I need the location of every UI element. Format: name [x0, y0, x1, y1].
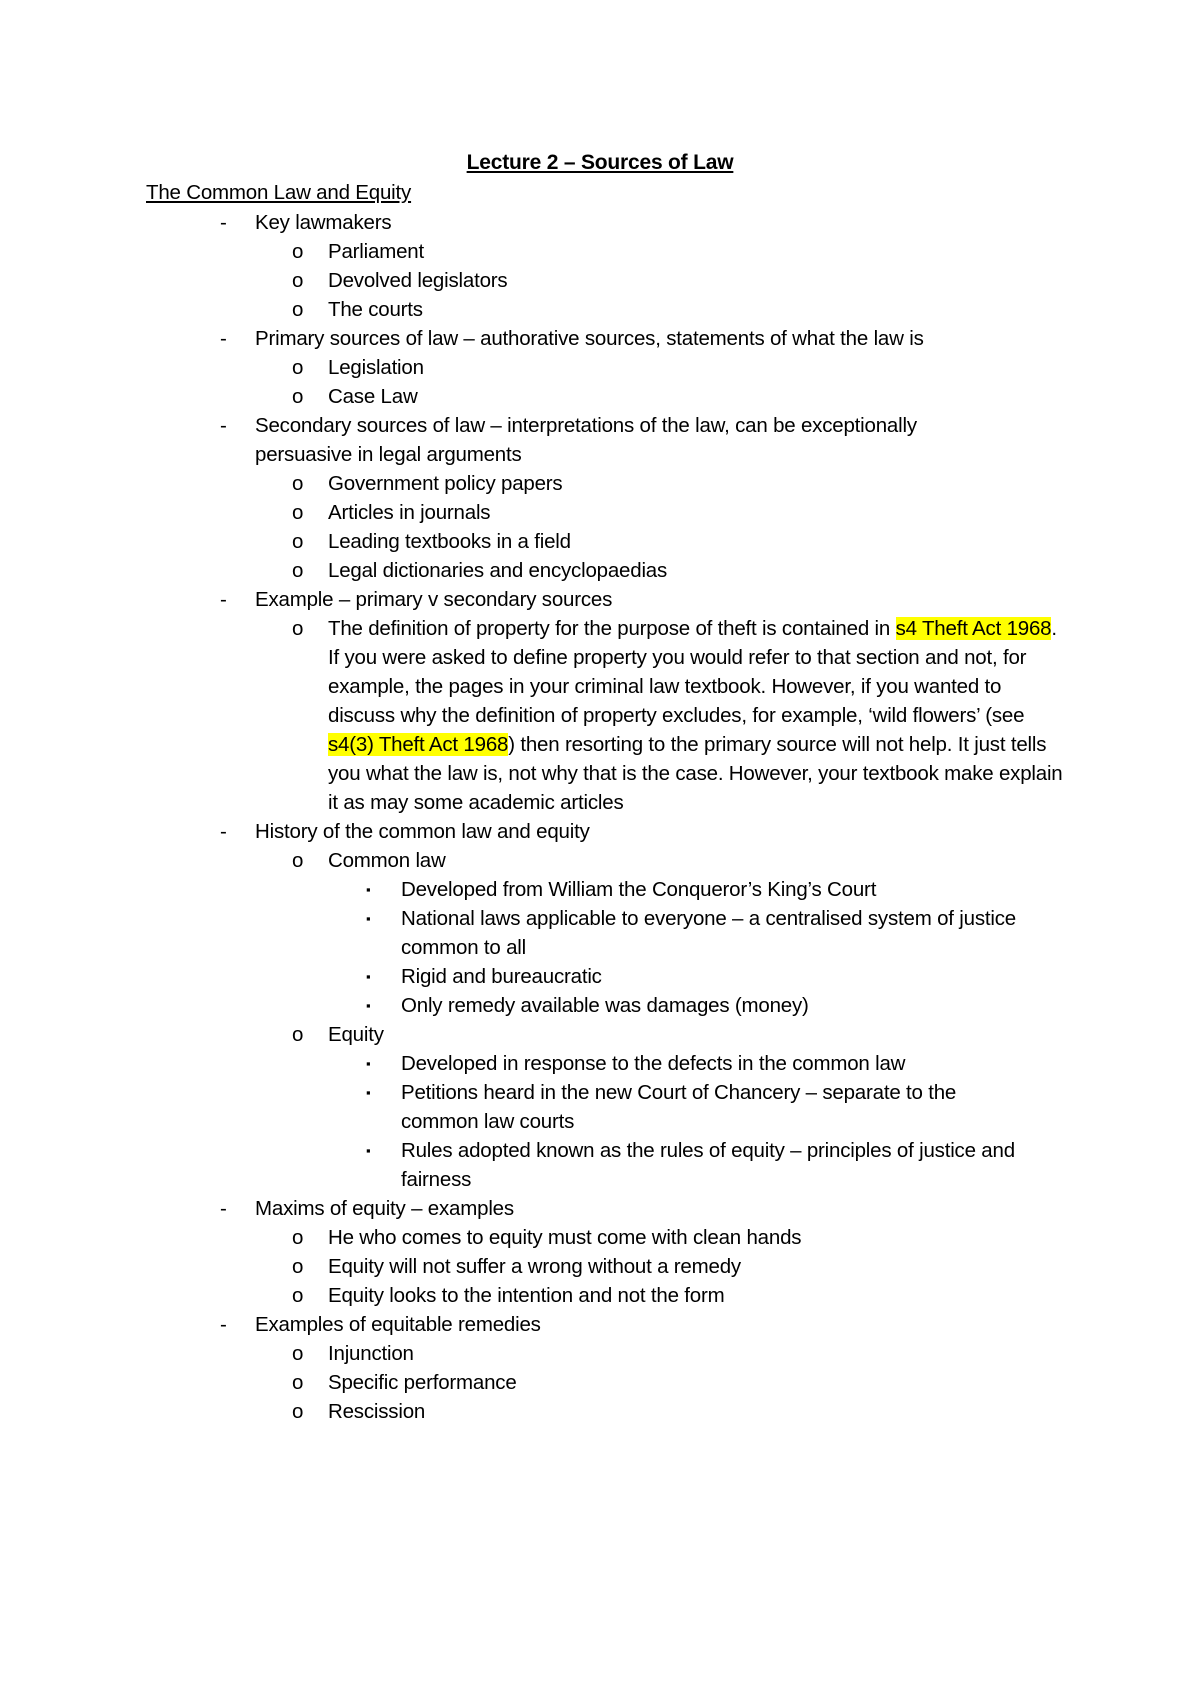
highlighted-citation: s4(3) Theft Act 1968 [328, 733, 509, 756]
circle-bullet: o [292, 269, 304, 292]
list-item: o Leading textbooks in a field [0, 527, 1068, 556]
list-item: ▪ Only remedy available was damages (money) [0, 991, 1041, 1020]
list-item: o He who comes to equity must come with clean hands [0, 1223, 1068, 1252]
dash-bullet: - [220, 1313, 227, 1336]
dash-bullet: - [220, 211, 227, 234]
list-item: o The courts [0, 295, 1068, 324]
list-item-remedies: - Examples of equitable remedies [0, 1310, 1200, 1339]
dash-bullet: - [220, 414, 227, 437]
list-item: o Legal dictionaries and encyclopaedias [0, 556, 1068, 585]
list-item: o Case Law [0, 382, 1068, 411]
list-item: o Legislation [0, 353, 1068, 382]
list-item: ▪ Developed from William the Conqueror’s King’s Court [0, 875, 1041, 904]
list-item-primary-sources: - Primary sources of law – authorative sources, statements of what the law is [0, 324, 1200, 353]
square-bullet: ▪ [366, 1056, 371, 1071]
circle-bullet: o [292, 298, 304, 321]
circle-bullet: o [292, 472, 304, 495]
list-item: ▪ Developed in response to the defects in the common law [0, 1049, 1041, 1078]
circle-bullet: o [292, 530, 304, 553]
square-bullet: ▪ [366, 998, 371, 1013]
circle-bullet: o [292, 1226, 304, 1249]
circle-bullet: o [292, 356, 304, 379]
list-item: o Specific performance [0, 1368, 1068, 1397]
list-item: ▪ Rigid and bureaucratic [0, 962, 1041, 991]
dash-bullet: - [220, 588, 227, 611]
square-bullet: ▪ [366, 911, 371, 926]
square-bullet: ▪ [366, 969, 371, 984]
list-item: o Articles in journals [0, 498, 1068, 527]
list-item: o Rescission [0, 1397, 1068, 1426]
circle-bullet: o [292, 1023, 304, 1046]
list-item: ▪ Rules adopted known as the rules of equity – principles of justice and fairness [0, 1136, 1051, 1194]
list-item-common-law: o Common law [0, 846, 1068, 875]
list-item-history: - History of the common law and equity [0, 817, 1200, 846]
square-bullet: ▪ [366, 1143, 371, 1158]
circle-bullet: o [292, 240, 304, 263]
example-paragraph: o The definition of property for the purpose of theft is contained in s4 Theft Act 1968. If you were asked to define property you would refer to that section and not, for example, the pages in your criminal law textbook. However, if you wanted to discuss why the definition of property excludes, for example, ‘wild flowers’ (see s4(3) Theft Act 1968) then resorting to the primary source will not help. It just tells you what the law is, not why that is the case. However, your textbook make explain it as may some academic articles [0, 614, 1063, 817]
square-bullet: ▪ [366, 882, 371, 897]
circle-bullet: o [292, 1400, 304, 1423]
circle-bullet: o [292, 1371, 304, 1394]
circle-bullet: o [292, 501, 304, 524]
circle-bullet: o [292, 849, 304, 872]
list-item-lawmakers: - Key lawmakers [0, 208, 1200, 237]
highlighted-citation: s4 Theft Act 1968 [895, 617, 1052, 640]
list-item: ▪ National laws applicable to everyone – a centralised system of justice common to all [0, 904, 1021, 962]
list-item-maxims: - Maxims of equity – examples [0, 1194, 1200, 1223]
section-heading: The Common Law and Equity [146, 181, 412, 204]
list-item: o Devolved legislators [0, 266, 1068, 295]
circle-bullet: o [292, 617, 304, 640]
list-item: o Parliament [0, 237, 1068, 266]
list-item-equity: o Equity [0, 1020, 1068, 1049]
notes-list [0, 208, 1200, 1426]
dash-bullet: - [220, 820, 227, 843]
list-item-secondary-sources: - Secondary sources of law – interpretations of the law, can be exceptionally persuasive in legal arguments [0, 411, 1015, 469]
circle-bullet: o [292, 1342, 304, 1365]
list-item: ▪ Petitions heard in the new Court of Chancery – separate to the common law courts [0, 1078, 1026, 1136]
page-title: Lecture 2 – Sources of Law [466, 151, 734, 174]
circle-bullet: o [292, 559, 304, 582]
list-item: o Government policy papers [0, 469, 1068, 498]
circle-bullet: o [292, 1284, 304, 1307]
dash-bullet: - [220, 327, 227, 350]
list-item: o Injunction [0, 1339, 1068, 1368]
square-bullet: ▪ [366, 1085, 371, 1100]
list-item: o Equity will not suffer a wrong without a remedy [0, 1252, 1068, 1281]
dash-bullet: - [220, 1197, 227, 1220]
list-item: o Equity looks to the intention and not the form [0, 1281, 1068, 1310]
circle-bullet: o [292, 385, 304, 408]
list-item-example: - Example – primary v secondary sources [0, 585, 1200, 614]
circle-bullet: o [292, 1255, 304, 1278]
